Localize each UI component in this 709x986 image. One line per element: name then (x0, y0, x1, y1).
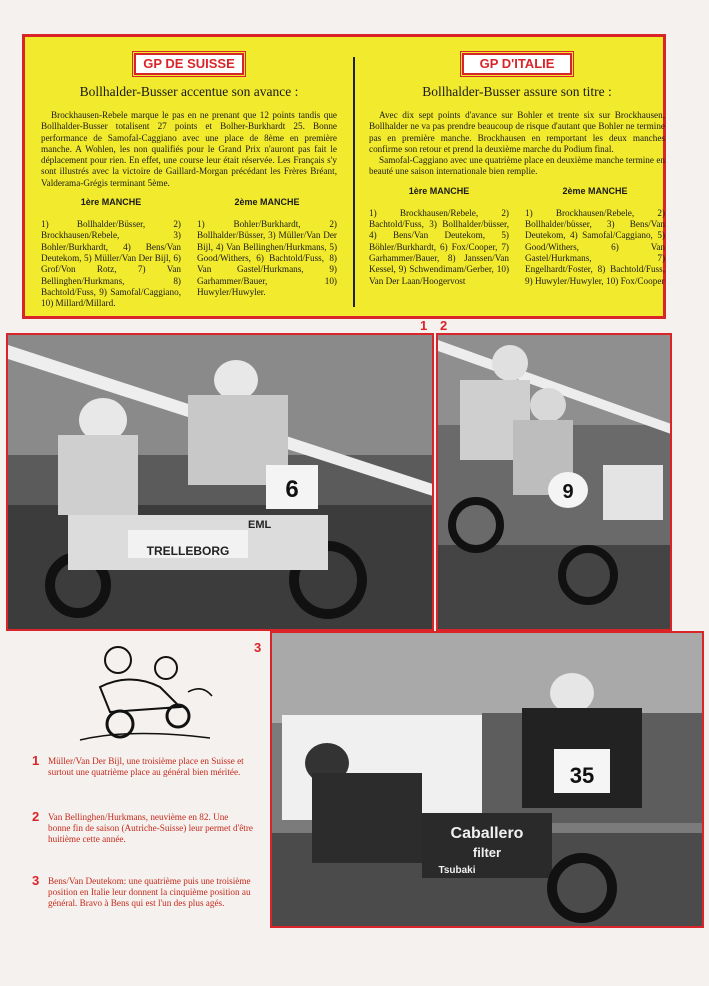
manche-results: 1) Brockhausen/Rebele, 2) Bachtold/Fuss, 3) Bollhalder/büsser, 4) Bens/Van Deutekom, 5) Böhler/Burkhardt, 6) Fox/Cooper, 7) Garhammer/Bauer, 8) Janssen/Van Kessel, 9) Schwendimam/Gerber, 10) Van Der Laan/Hoogervost (369, 207, 509, 286)
race-number: 6 (285, 476, 299, 503)
caption-2 (32, 809, 253, 846)
gp-italie-manche-1 (369, 186, 509, 287)
gp-italie-paragraph: Samofal-Caggiano avec une quatrième place en deuxième manche termine en beauté une saison internationale bien remplie. (369, 155, 665, 177)
sponsor-text: Caballero (450, 825, 524, 842)
gp-italie-badge: GP D'ITALIE (462, 53, 572, 75)
gp-italie-column (369, 53, 665, 287)
race-number: 35 (569, 763, 595, 788)
gp-suisse-manche-2 (197, 197, 337, 309)
cartoon-illustration (70, 632, 220, 747)
manche-results: 1) Bohler/Burkhardt, 2) Bollhalder/Büsser, 3) Müller/Van Der Bijl, 4) Van Bellinghen/Hurkmans, 5) Good/Withers, 6) Bachtold/Fuss, 8) Van Gastel/Hurkmans, 9) Garhammer/Bauer, 10) Huwyler/Huwyler. (197, 219, 337, 297)
caption-number: 3 (32, 873, 40, 888)
caption-text: Van Bellinghen/Hurkmans, neuvième en 82. Une bonne fin de saison (Autriche-Suisse) leur permet d'être huitième cette année. (48, 812, 253, 845)
sponsor-text: EML (248, 519, 272, 531)
manche-title: 1ère MANCHE (408, 185, 470, 196)
sponsor-text: TRELLEBORG (146, 544, 230, 558)
caption-text: Müller/Van Der Bijl, une troisième place en Suisse et surtout une quatrième place au général bien méritée. (48, 756, 244, 778)
manche-title: 2ème MANCHE (562, 185, 628, 196)
photo-2-illustration (438, 335, 672, 631)
sponsor-text: Tsubaki (438, 865, 476, 876)
sponsor-text: filter (472, 845, 502, 860)
photo-number-1: 1 (420, 318, 428, 333)
gp-suisse-manche-1 (41, 197, 181, 309)
photo-2-sidecar (436, 333, 672, 631)
photo-number-2: 2 (440, 318, 448, 333)
gp-suisse-badge: GP DE SUISSE (134, 53, 244, 75)
results-panel (22, 34, 666, 319)
photo-3-illustration (272, 633, 704, 928)
gp-suisse-paragraph: Brockhausen-Rebele marque le pas en ne prenant que 12 points tandis que Bollhalder-Busser totalisent 27 points et Bolher-Burkhardt 25. Bonne performance de Samofal-Caggiano avec une place de 8ème en première manche. A Wohlen, les non qualifiés pour le Grand Prix n'auront pas fait le déplacement pour rien. En effet, une course leur était réservée. Les Français s'y sont illustrés avec la victoire de Gaillard-Morgan précédant les Frères Bréant, Valderama-Grégis terminant 5ème. (41, 110, 337, 188)
column-divider (353, 57, 355, 307)
manche-title: 2ème MANCHE (234, 197, 300, 208)
manche-results: 1) Brockhausen/Rebele, 2) Bollhalder/büsser, 3) Bens/Van Deutekom, 4) Samofal/Caggiano, 5) Good/Withers, 6) Van Gastel/Hurkmans, 7) Engelhardt/Foster, 8) Bachtold/Fuss, 9) Huwyler/Huwyler, 10) Fox/Cooper (525, 207, 665, 286)
gp-italie-paragraph: Avec dix sept points d'avance sur Bohler et trente six sur Brockhausen, Bollhalder ne va pas prendre beaucoup de risque d'autant que Bohler ne termine pas en première manche. Brockhausen en remportant les deux manches confirme son retour et prend la deuxième marche du Podium final. (369, 110, 665, 154)
gp-suisse-column (41, 53, 337, 309)
photo-1-illustration (8, 335, 434, 631)
caption-number: 1 (32, 753, 40, 768)
manche-results: 1) Bollhalder/Büsser, 2) Brockhausen/Rebele, 3) Bohler/Burkhardt, 4) Bens/Van Deutekom, 5) Müller/Van Der Bijl, 6) Grof/Von Rotz, 7) Van Bellinghen/Hurkmans, 8) Bachtold/Fuss, 9) Samofal/Caggiano, 10) Millard/Millard. (41, 219, 181, 309)
caption-number: 2 (32, 809, 40, 824)
gp-suisse-headline: Bollhalder-Busser accentue son avance : (79, 84, 299, 99)
photo-1-sidecar (6, 333, 434, 631)
cartoon-sketch (70, 632, 220, 747)
caption-3 (32, 873, 253, 910)
caption-1 (32, 753, 253, 778)
gp-italie-manche-2 (525, 186, 665, 287)
photo-number-3: 3 (254, 640, 262, 655)
manche-title: 1ère MANCHE (80, 197, 142, 208)
photo-3-sidecar (270, 631, 704, 928)
gp-italie-headline: Bollhalder-Busser assure son titre : (422, 84, 612, 99)
caption-text: Bens/Van Deutekom: une quatrième puis une troisième position en Italie leur donnent la cinquième position au général. Bravo à Bens qui est l'un des plus agés. (48, 876, 251, 909)
race-number: 9 (562, 481, 574, 503)
